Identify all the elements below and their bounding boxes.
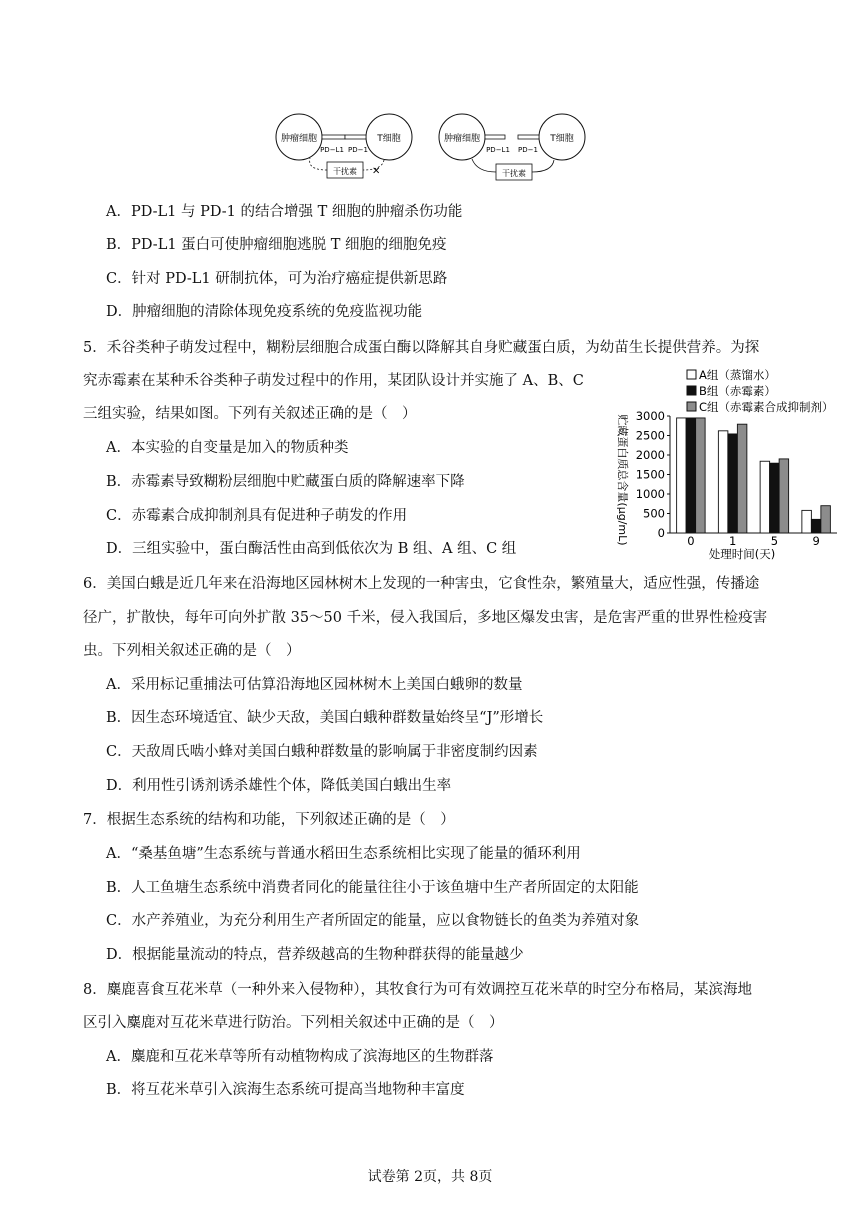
bar-9-series-0	[802, 510, 812, 533]
chart-y-axis-label: 贮藏蛋白质总含量(μg/mL)	[616, 414, 629, 546]
bar-1-series-0	[718, 431, 728, 533]
legend-label-1: B组（赤霉素）	[699, 384, 776, 398]
block-mark-left: ✕	[372, 166, 381, 177]
pd-l1-diagram	[272, 112, 592, 192]
q6-stem-line-1: 6．美国白蛾是近几年来在沿海地区园林树木上发现的一种害虫，它食性杂，繁殖量大，适应性强，传播途	[83, 576, 760, 592]
x-tick-label-3: 9	[812, 534, 820, 548]
interferon-label-left: 干扰素	[333, 167, 357, 176]
q7-stem: 7．根据生态系统的结构和功能，下列叙述正确的是（ ）	[83, 812, 455, 828]
q5-stem-line-3: 三组实验，结果如图。下列有关叙述正确的是（ ）	[83, 406, 417, 422]
q7-option-c: C．水产养殖业，为充分利用生产者所固定的能量，应以食物链长的鱼类为养殖对象	[106, 913, 640, 929]
y-tick-label-2: 1000	[635, 487, 665, 501]
q6-option-a: A．采用标记重捕法可估算沿海地区园林树木上美国白蛾卵的数量	[106, 677, 523, 693]
q5-stem-line-2: 究赤霉素在某种禾谷类种子萌发过程中的作用，某团队设计并实施了 A、B、C	[83, 373, 584, 389]
q5-option-a: A．本实验的自变量是加入的物质种类	[106, 440, 349, 456]
q6-option-b: B．因生态环境适宜、缺少天敌，美国白蛾种群数量始终呈“J”形增长	[106, 710, 544, 726]
protein-content-bar-chart	[605, 366, 845, 562]
q8-stem-line-2: 区引入麋鹿对互花米草进行防治。下列相关叙述中正确的是（ ）	[83, 1015, 504, 1031]
q6-option-c: C．天敌周氏啮小蜂对美国白蛾种群数量的影响属于非密度制约因素	[106, 744, 538, 760]
q8-stem-line-1: 8．麋鹿喜食互花米草（一种外来入侵物种），其牧食行为可有效调控互花米草的时空分布格局，某滨海地	[83, 982, 752, 998]
y-tick-label-4: 2000	[635, 448, 665, 462]
q8-option-b: B．将互花米草引入滨海生态系统可提高当地物种丰富度	[106, 1082, 465, 1098]
q4-option-b: B．PD-L1 蛋白可使肿瘤细胞逃脱 T 细胞的细胞免疫	[106, 237, 447, 253]
y-tick-label-1: 500	[643, 506, 665, 521]
q7-option-b: B．人工鱼塘生态系统中消费者同化的能量往往小于该鱼塘中生产者所固定的太阳能	[106, 880, 639, 896]
q5-option-b: B．赤霉素导致糊粉层细胞中贮藏蛋白质的降解速率下降	[106, 474, 465, 490]
y-tick-label-6: 3000	[635, 409, 665, 423]
pdl1-label-right: PD−L1	[486, 146, 510, 154]
y-tick-label-3: 1500	[635, 467, 665, 482]
pd1-label-left: PD−1	[348, 146, 368, 154]
q6-stem-line-3: 虫。下列相关叙述正确的是（ ）	[83, 643, 301, 659]
legend-label-2: C组（赤霉素合成抑制剂）	[699, 400, 834, 414]
page-footer: 试卷第 2页，共 8页	[367, 1169, 493, 1185]
pdl1-receptor-left	[322, 135, 345, 139]
bar-5-series-1	[770, 463, 780, 533]
interferon-arrow-left	[310, 158, 327, 170]
chart-x-axis-label: 处理时间(天)	[708, 547, 776, 561]
pdl1-receptor-right	[485, 135, 505, 139]
chart-legend	[687, 368, 834, 414]
tcell-label-left: T细胞	[377, 134, 401, 144]
x-tick-label-0: 0	[687, 534, 695, 548]
q6-option-d: D．利用性引诱剂诱杀雄性个体，降低美国白蛾出生率	[106, 778, 452, 794]
pd1-receptor-right	[518, 135, 539, 139]
q6-stem-line-2: 径广，扩散快，每年可向外扩散 35～50 千米，侵入我国后，多地区爆发虫害，是危害严重的世界性检疫害	[83, 610, 768, 626]
q5-stem-line-1: 5．禾谷类种子萌发过程中，糊粉层细胞合成蛋白酶以降解其自身贮藏蛋白质，为幼苗生长提供营养。为探	[83, 340, 760, 356]
y-tick-label-0: 0	[657, 526, 665, 540]
interferon-arrow-right	[472, 159, 496, 172]
tcell-to-interferon-right	[532, 160, 554, 172]
bar-5-series-2	[779, 459, 789, 533]
bar-0-series-1	[686, 418, 696, 533]
pd1-receptor-left	[345, 135, 366, 139]
legend-label-0: A组（蒸馏水）	[699, 368, 776, 382]
legend-swatch-2	[687, 402, 696, 411]
tumor-label-left: 肿瘤细胞	[280, 134, 318, 144]
tumor-label-right: 肿瘤细胞	[443, 134, 481, 144]
q7-option-a: A．“桑基鱼塘”生态系统与普通水稻田生态系统相比实现了能量的循环利用	[106, 846, 581, 862]
chart-plot-area	[636, 409, 837, 548]
q4-option-a: A．PD-L1 与 PD-1 的结合增强 T 细胞的肿瘤杀伤功能	[106, 204, 463, 220]
interferon-label-right: 干扰素	[502, 169, 526, 178]
pd1-label-right: PD−1	[518, 146, 538, 154]
y-tick-label-5: 2500	[635, 428, 665, 443]
x-tick-label-2: 5	[770, 534, 779, 548]
tcell-label-right: T细胞	[550, 134, 574, 144]
legend-swatch-1	[687, 386, 696, 395]
legend-swatch-0	[687, 370, 696, 379]
q8-option-a: A．麋鹿和互花米草等所有动植物构成了滨海地区的生物群落	[106, 1049, 494, 1065]
pdl1-label-left: PD−L1	[320, 146, 344, 154]
q4-option-c: C．针对 PD-L1 研制抗体，可为治疗癌症提供新思路	[106, 271, 448, 287]
bar-0-series-2	[696, 418, 706, 533]
bar-9-series-1	[811, 519, 821, 533]
q7-option-d: D．根据能量流动的特点，营养级越高的生物种群获得的能量越少	[106, 947, 524, 963]
x-tick-label-1: 1	[728, 534, 737, 548]
bar-9-series-2	[821, 506, 831, 533]
bar-5-series-0	[760, 461, 770, 533]
bar-0-series-0	[677, 418, 687, 533]
bar-1-series-2	[737, 424, 747, 533]
q5-option-d: D．三组实验中，蛋白酶活性由高到低依次为 B 组、A 组、C 组	[106, 541, 517, 557]
q5-option-c: C．赤霉素合成抑制剂具有促进种子萌发的作用	[106, 508, 408, 524]
bar-1-series-1	[728, 434, 738, 533]
q4-option-d: D．肿瘤细胞的清除体现免疫系统的免疫监视功能	[106, 304, 423, 320]
